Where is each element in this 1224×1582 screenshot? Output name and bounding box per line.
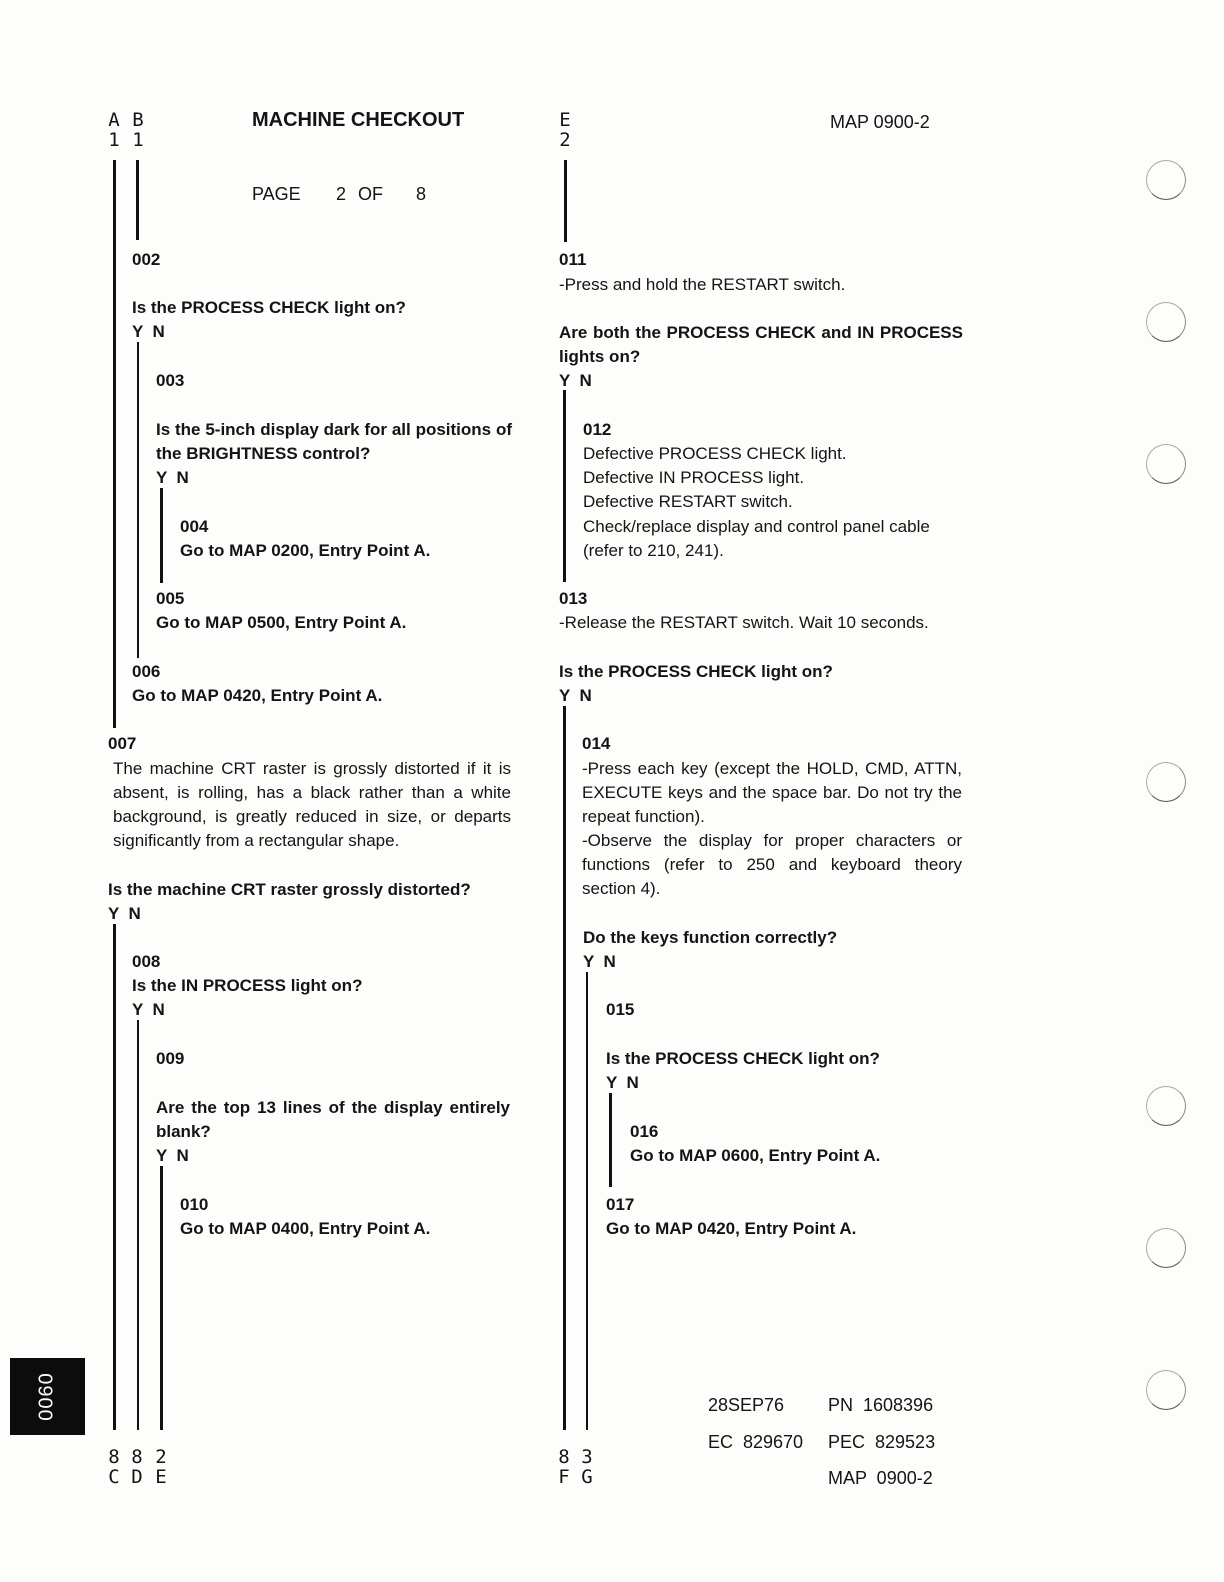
- question: Is the PROCESS CHECK light on?: [606, 1049, 880, 1068]
- section-tab-label: 0900: [33, 1373, 56, 1422]
- yes-no-label: Y N: [132, 1000, 165, 1019]
- step-number: 005: [156, 589, 185, 608]
- yes-no-label: Y N: [156, 1146, 189, 1165]
- page-number: 2: [336, 184, 347, 204]
- footer-ec-number: EC 829670: [708, 1432, 804, 1452]
- connector-top-b: B 1: [132, 109, 144, 151]
- page-title: MACHINE CHECKOUT: [252, 109, 465, 131]
- flow-line-raster-y: [113, 924, 116, 1430]
- footer-map-number: MAP 0900-2: [828, 1468, 933, 1488]
- binder-hole: [1146, 302, 1186, 342]
- flow-line-inprocess-y: [137, 1020, 139, 1430]
- yes-no-label: Y N: [156, 468, 189, 487]
- question: Is the PROCESS CHECK light on?: [559, 662, 833, 681]
- action-text: Go to MAP 0400, Entry Point A.: [180, 1219, 431, 1238]
- step-number: 009: [156, 1049, 185, 1068]
- description-text: The machine CRT raster is grossly distorted if it is absent, is rolling, has a black rather than a white background, is greatly reduced in size, or departs significantly from a rectangular shape.: [113, 759, 511, 850]
- question: Are the top 13 lines of the display entirely blank?: [156, 1098, 510, 1141]
- question: Is the PROCESS CHECK light on?: [132, 298, 406, 317]
- yes-no-label: Y N: [108, 904, 141, 923]
- action-text: -Press each key (except the HOLD, CMD, ATTN, EXECUTE keys and the space bar. Do not try the repeat function).: [582, 759, 962, 826]
- flow-line-a: [113, 160, 116, 728]
- connector-bottom-f: 8 F: [558, 1446, 570, 1488]
- yes-no-label: Y N: [559, 371, 592, 390]
- binder-hole: [1146, 160, 1186, 200]
- binder-hole: [1146, 1086, 1186, 1126]
- connector-bottom-d: 8 D: [131, 1446, 143, 1488]
- action-text: Go to MAP 0420, Entry Point A.: [606, 1219, 857, 1238]
- binder-hole: [1146, 1370, 1186, 1410]
- connector-bottom-e: 2 E: [155, 1446, 167, 1488]
- step-number: 003: [156, 371, 185, 390]
- action-text: Go to MAP 0200, Entry Point A.: [180, 541, 431, 560]
- connector-bottom-c: 8 C: [108, 1446, 120, 1488]
- action-text: -Release the RESTART switch. Wait 10 seconds.: [559, 613, 929, 632]
- yes-no-label: Y N: [559, 686, 592, 705]
- step-number: 008: [132, 952, 161, 971]
- step-number: 011: [559, 250, 587, 269]
- question: Do the keys function correctly?: [583, 928, 838, 947]
- map-number-header: MAP 0900-2: [830, 112, 930, 132]
- binder-hole: [1146, 1228, 1186, 1268]
- yes-no-label: Y N: [606, 1073, 639, 1092]
- action-text: Defective IN PROCESS light.: [583, 468, 805, 487]
- flow-line-keys-y: [586, 972, 588, 1430]
- action-text: Defective RESTART switch.: [583, 492, 793, 511]
- yes-no-label: Y N: [132, 322, 165, 341]
- yes-no-label: Y N: [583, 952, 616, 971]
- flow-line-e: [564, 160, 567, 242]
- action-text: Check/replace display and control panel cable: [583, 517, 930, 536]
- step-number: 013: [559, 589, 588, 608]
- page-label: PAGE: [252, 184, 301, 204]
- question: Is the 5-inch display dark for all positions of the BRIGHTNESS control?: [156, 420, 512, 463]
- step-number: 016: [630, 1122, 659, 1141]
- connector-bottom-g: 3 G: [581, 1446, 593, 1488]
- connector-top-a: A 1: [108, 109, 120, 151]
- question: Is the IN PROCESS light on?: [132, 976, 363, 995]
- flow-line-process3-y: [609, 1093, 612, 1187]
- flow-line-blank-y: [160, 1166, 163, 1430]
- action-text: (refer to 210, 241).: [583, 541, 724, 560]
- step-number: 006: [132, 662, 161, 681]
- flow-line-dark-y: [160, 488, 163, 583]
- connector-top-e: E 2: [559, 109, 571, 151]
- footer-date: 28SEP76: [708, 1395, 785, 1415]
- of-label: OF: [358, 184, 383, 204]
- step-number: 015: [606, 1000, 635, 1019]
- flow-line-b: [136, 160, 139, 240]
- question: Are both the PROCESS CHECK and IN PROCESS lights on?: [559, 323, 963, 366]
- step-number: 014: [582, 734, 611, 753]
- step-number: 010: [180, 1195, 209, 1214]
- section-tab: [10, 1358, 85, 1435]
- binder-hole: [1146, 762, 1186, 802]
- action-text: Go to MAP 0600, Entry Point A.: [630, 1146, 881, 1165]
- step-number: 002: [132, 250, 161, 269]
- action-text: -Press and hold the RESTART switch.: [559, 275, 846, 294]
- flow-line-process2-y: [563, 706, 566, 1430]
- flow-line-both-y: [563, 390, 566, 582]
- step-number: 007: [108, 734, 137, 753]
- binder-hole: [1146, 444, 1186, 484]
- footer-part-number: PN 1608396: [828, 1395, 934, 1415]
- step-number: 004: [180, 517, 209, 536]
- action-text: -Observe the display for proper characters or functions (refer to 250 and keyboard theory section 4).: [582, 831, 962, 898]
- question: Is the machine CRT raster grossly distorted?: [108, 880, 471, 899]
- flow-line-process-y: [137, 342, 139, 658]
- action-text: Go to MAP 0420, Entry Point A.: [132, 686, 383, 705]
- step-number: 012: [583, 420, 612, 439]
- action-text: Defective PROCESS CHECK light.: [583, 444, 847, 463]
- page-total: 8: [416, 184, 427, 204]
- action-text: Go to MAP 0500, Entry Point A.: [156, 613, 407, 632]
- step-number: 017: [606, 1195, 635, 1214]
- footer-pec-number: PEC 829523: [828, 1432, 936, 1452]
